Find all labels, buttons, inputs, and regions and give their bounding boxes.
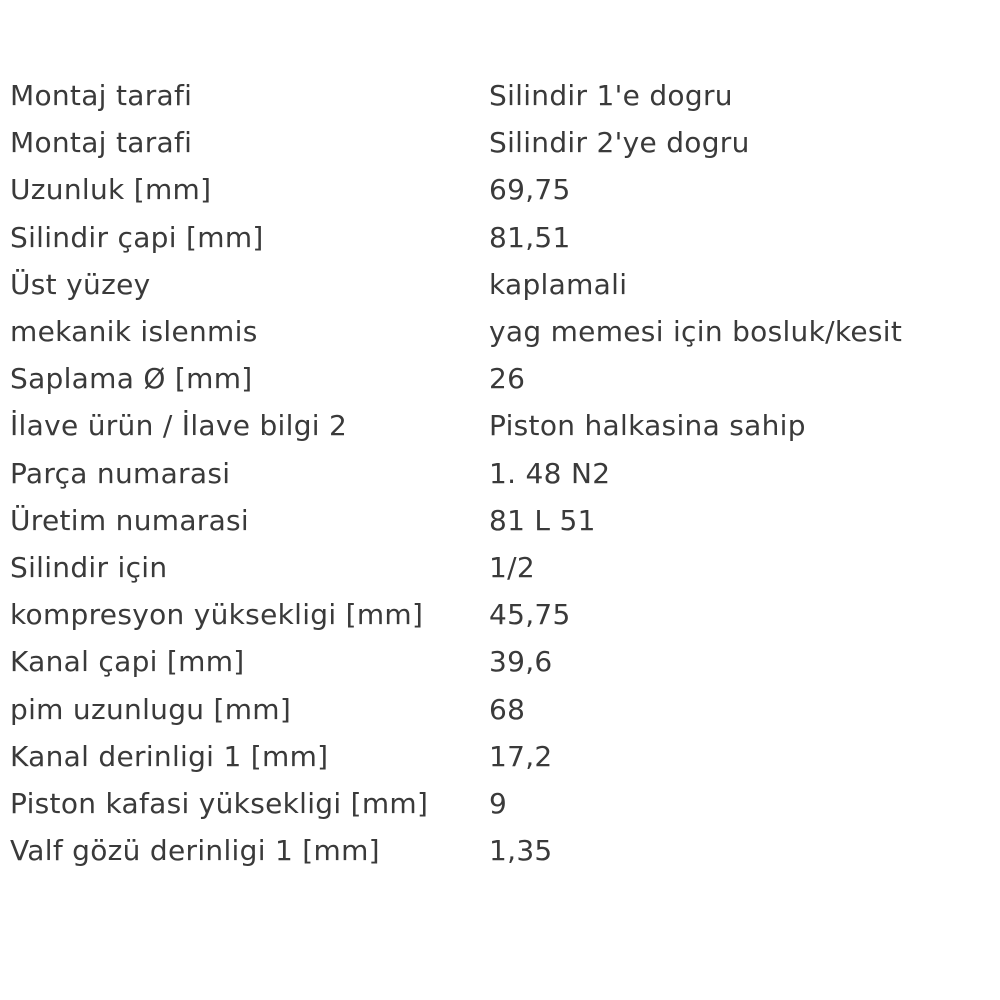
spec-value: 69,75	[489, 173, 571, 207]
spec-value: 39,6	[489, 645, 553, 679]
table-row	[10, 780, 989, 827]
spec-value: 1/2	[489, 551, 535, 585]
spec-label: Montaj tarafi	[10, 126, 193, 160]
spec-value: 9	[489, 787, 508, 821]
table-row	[10, 544, 989, 591]
spec-label: kompresyon yüksekligi [mm]	[10, 598, 424, 632]
spec-value: 68	[489, 692, 526, 726]
spec-value: 81 L 51	[489, 503, 596, 537]
spec-value: 81,51	[489, 220, 571, 254]
spec-label: Kanal derinligi 1 [mm]	[10, 739, 329, 773]
table-row	[10, 402, 989, 449]
table-row	[10, 638, 989, 685]
table-row	[10, 497, 989, 544]
spec-label: Valf gözü derinligi 1 [mm]	[10, 834, 380, 868]
spec-label: Montaj tarafi	[10, 79, 193, 112]
table-row	[10, 733, 989, 780]
spec-table	[10, 72, 989, 874]
spec-value: 1,35	[489, 834, 553, 868]
spec-value: 17,2	[489, 739, 553, 773]
spec-label: İlave ürün / İlave bilgi 2	[10, 409, 348, 443]
spec-value: Silindir 1'e dogru	[489, 79, 733, 112]
table-row	[10, 591, 989, 638]
table-row	[10, 686, 989, 733]
spec-value: Silindir 2'ye dogru	[489, 126, 750, 160]
spec-label: Uzunluk [mm]	[10, 173, 212, 207]
spec-value: Piston halkasina sahip	[489, 409, 806, 443]
table-row	[10, 214, 989, 261]
spec-label: mekanik islenmis	[10, 315, 258, 349]
spec-label: Saplama Ø [mm]	[10, 362, 253, 396]
table-row	[10, 119, 989, 166]
table-row	[10, 261, 989, 308]
spec-label: Silindir çapi [mm]	[10, 220, 264, 254]
table-row	[10, 308, 989, 355]
table-row	[10, 355, 989, 402]
spec-value: 1. 48 N2	[489, 456, 611, 490]
spec-label: Parça numarasi	[10, 456, 231, 490]
spec-label: Kanal çapi [mm]	[10, 645, 245, 679]
spec-value: 26	[489, 362, 526, 396]
table-row	[10, 72, 989, 119]
table-row	[10, 827, 989, 874]
table-row	[10, 166, 989, 213]
spec-label: Üretim numarasi	[10, 503, 250, 537]
spec-value: 45,75	[489, 598, 571, 632]
table-row	[10, 450, 989, 497]
spec-label: Üst yüzey	[10, 267, 151, 301]
spec-table-body	[10, 72, 989, 874]
spec-label: pim uzunlugu [mm]	[10, 692, 292, 726]
spec-label: Piston kafasi yüksekligi [mm]	[10, 787, 429, 821]
spec-value: yag memesi için bosluk/kesit	[489, 315, 903, 349]
spec-value: kaplamali	[489, 267, 628, 301]
spec-label: Silindir için	[10, 551, 168, 585]
